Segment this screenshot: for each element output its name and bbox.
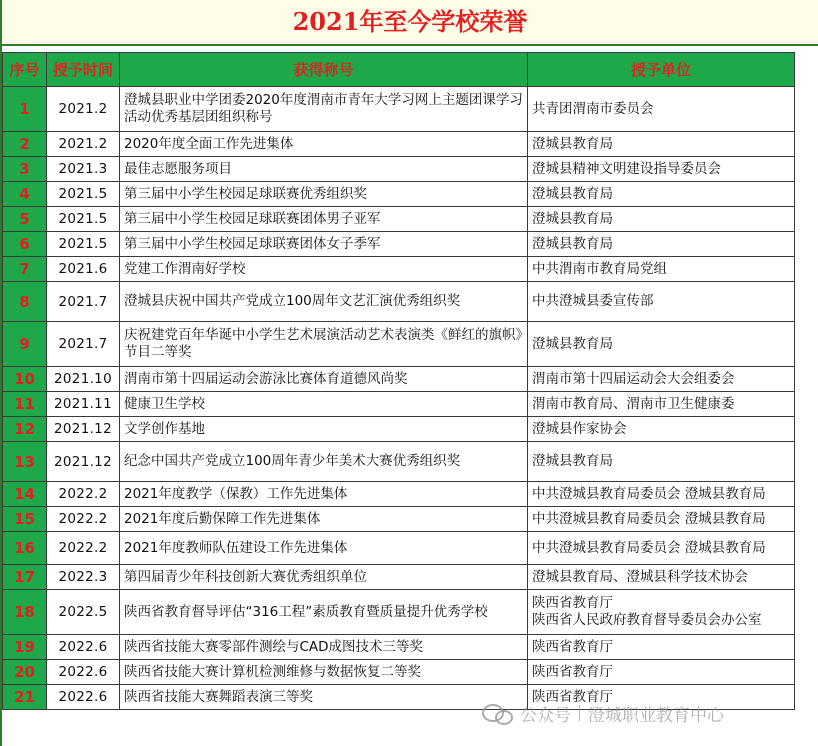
table-row xyxy=(3,685,795,710)
row-date: 2021.2 xyxy=(47,132,120,157)
row-date: 2022.6 xyxy=(47,660,120,685)
row-honor: 第三届中小学生校园足球联赛团体男子亚军 xyxy=(120,207,528,232)
row-date: 2021.5 xyxy=(47,232,120,257)
row-seq: 21 xyxy=(3,685,47,710)
row-seq: 4 xyxy=(3,182,47,207)
row-seq: 15 xyxy=(3,507,47,532)
row-date: 2022.2 xyxy=(47,507,120,532)
row-seq: 7 xyxy=(3,257,47,282)
column-header-unit: 授予单位 xyxy=(528,53,795,87)
row-seq: 1 xyxy=(3,87,47,132)
row-unit: 陕西省教育厅 xyxy=(528,635,795,660)
table-row xyxy=(3,232,795,257)
row-date: 2021.7 xyxy=(47,322,120,367)
row-honor: 庆祝建党百年华诞中小学生艺术展演活动艺术表演类《鲜红的旗帜》节目二等奖 xyxy=(120,322,528,367)
row-date: 2022.3 xyxy=(47,565,120,590)
row-date: 2022.6 xyxy=(47,635,120,660)
row-date: 2021.5 xyxy=(47,182,120,207)
row-unit: 中共澄城县教育局委员会 澄城县教育局 xyxy=(528,507,795,532)
row-honor: 第四届青少年科技创新大赛优秀组织单位 xyxy=(120,565,528,590)
row-unit: 陕西省教育厅 xyxy=(528,685,795,710)
row-date: 2021.2 xyxy=(47,87,120,132)
table-row xyxy=(3,132,795,157)
row-honor: 陕西省技能大赛计算机检测维修与数据恢复二等奖 xyxy=(120,660,528,685)
row-honor: 澄城县职业中学团委2020年度渭南市青年大学习网上主题团课学习活动优秀基层团组织称号 xyxy=(120,87,528,132)
row-unit: 澄城县精神文明建设指导委员会 xyxy=(528,157,795,182)
row-honor: 澄城县庆祝中国共产党成立100周年文艺汇演优秀组织奖 xyxy=(120,282,528,322)
row-seq: 10 xyxy=(3,367,47,392)
row-unit: 澄城县教育局 xyxy=(528,232,795,257)
table-row xyxy=(3,282,795,322)
table-row xyxy=(3,417,795,442)
row-seq: 6 xyxy=(3,232,47,257)
row-seq: 19 xyxy=(3,635,47,660)
table-row xyxy=(3,257,795,282)
row-unit: 中共澄城县教育局委员会 澄城县教育局 xyxy=(528,532,795,565)
table-row xyxy=(3,322,795,367)
row-unit: 澄城县教育局 xyxy=(528,322,795,367)
row-seq: 11 xyxy=(3,392,47,417)
table-row xyxy=(3,392,795,417)
row-unit: 共青团渭南市委员会 xyxy=(528,87,795,132)
table-row xyxy=(3,87,795,132)
row-unit: 渭南市教育局、渭南市卫生健康委 xyxy=(528,392,795,417)
page-title: 2021年至今学校荣誉 xyxy=(2,0,818,46)
table-row xyxy=(3,482,795,507)
row-date: 2021.3 xyxy=(47,157,120,182)
table-row xyxy=(3,182,795,207)
table-row xyxy=(3,660,795,685)
row-date: 2021.12 xyxy=(47,442,120,482)
row-unit: 澄城县教育局 xyxy=(528,207,795,232)
row-honor: 2021年度教师队伍建设工作先进集体 xyxy=(120,532,528,565)
row-unit: 澄城县教育局、澄城县科学技术协会 xyxy=(528,565,795,590)
row-seq: 2 xyxy=(3,132,47,157)
table-row xyxy=(3,442,795,482)
table-header-row xyxy=(3,53,795,87)
row-date: 2021.12 xyxy=(47,417,120,442)
row-honor: 2021年度后勤保障工作先进集体 xyxy=(120,507,528,532)
row-seq: 14 xyxy=(3,482,47,507)
row-date: 2021.6 xyxy=(47,257,120,282)
row-honor: 陕西省技能大赛零部件测绘与CAD成图技术三等奖 xyxy=(120,635,528,660)
row-seq: 12 xyxy=(3,417,47,442)
row-unit: 澄城县教育局 xyxy=(528,182,795,207)
row-honor: 纪念中国共产党成立100周年青少年美术大赛优秀组织奖 xyxy=(120,442,528,482)
row-unit: 澄城县教育局 xyxy=(528,442,795,482)
column-header-seq: 序号 xyxy=(3,53,47,87)
row-honor: 最佳志愿服务项目 xyxy=(120,157,528,182)
row-seq: 18 xyxy=(3,590,47,635)
row-seq: 20 xyxy=(3,660,47,685)
column-header-date: 授予时间 xyxy=(47,53,120,87)
row-honor: 第三届中小学生校园足球联赛团体女子季军 xyxy=(120,232,528,257)
row-date: 2022.6 xyxy=(47,685,120,710)
row-honor: 2021年度教学（保教）工作先进集体 xyxy=(120,482,528,507)
row-unit: 澄城县教育局 xyxy=(528,132,795,157)
row-date: 2021.5 xyxy=(47,207,120,232)
row-unit: 中共澄城县教育局委员会 澄城县教育局 xyxy=(528,482,795,507)
table-row xyxy=(3,157,795,182)
column-header-honor: 获得称号 xyxy=(120,53,528,87)
row-honor: 2020年度全面工作先进集体 xyxy=(120,132,528,157)
row-unit: 陕西省教育厅 陕西省人民政府教育督导委员会办公室 xyxy=(528,590,795,635)
row-date: 2021.11 xyxy=(47,392,120,417)
table-row xyxy=(3,532,795,565)
row-unit: 中共澄城县委宣传部 xyxy=(528,282,795,322)
row-date: 2021.10 xyxy=(47,367,120,392)
table-row xyxy=(3,635,795,660)
row-honor: 文学创作基地 xyxy=(120,417,528,442)
table-row xyxy=(3,590,795,635)
row-honor: 党建工作渭南好学校 xyxy=(120,257,528,282)
row-seq: 13 xyxy=(3,442,47,482)
row-date: 2022.2 xyxy=(47,482,120,507)
row-date: 2022.2 xyxy=(47,532,120,565)
row-unit: 中共渭南市教育局党组 xyxy=(528,257,795,282)
row-seq: 16 xyxy=(3,532,47,565)
row-seq: 8 xyxy=(3,282,47,322)
row-honor: 陕西省教育督导评估“316工程”素质教育暨质量提升优秀学校 xyxy=(120,590,528,635)
row-unit: 渭南市第十四届运动会大会组委会 xyxy=(528,367,795,392)
table-row xyxy=(3,507,795,532)
row-honor: 渭南市第十四届运动会游泳比赛体育道德风尚奖 xyxy=(120,367,528,392)
watermark-account: 澄城职业教育中心 xyxy=(588,705,724,726)
table-row xyxy=(3,565,795,590)
row-seq: 9 xyxy=(3,322,47,367)
table-row xyxy=(3,367,795,392)
row-honor: 健康卫生学校 xyxy=(120,392,528,417)
row-seq: 5 xyxy=(3,207,47,232)
watermark-label: 公众号 xyxy=(520,705,571,726)
row-honor: 陕西省技能大赛舞蹈表演三等奖 xyxy=(120,685,528,710)
row-date: 2022.5 xyxy=(47,590,120,635)
row-seq: 17 xyxy=(3,565,47,590)
row-unit: 陕西省教育厅 xyxy=(528,660,795,685)
row-honor: 第三届中小学生校园足球联赛优秀组织奖 xyxy=(120,182,528,207)
row-date: 2021.7 xyxy=(47,282,120,322)
row-unit: 澄城县作家协会 xyxy=(528,417,795,442)
table-row xyxy=(3,207,795,232)
row-seq: 3 xyxy=(3,157,47,182)
honor-table xyxy=(2,52,795,710)
